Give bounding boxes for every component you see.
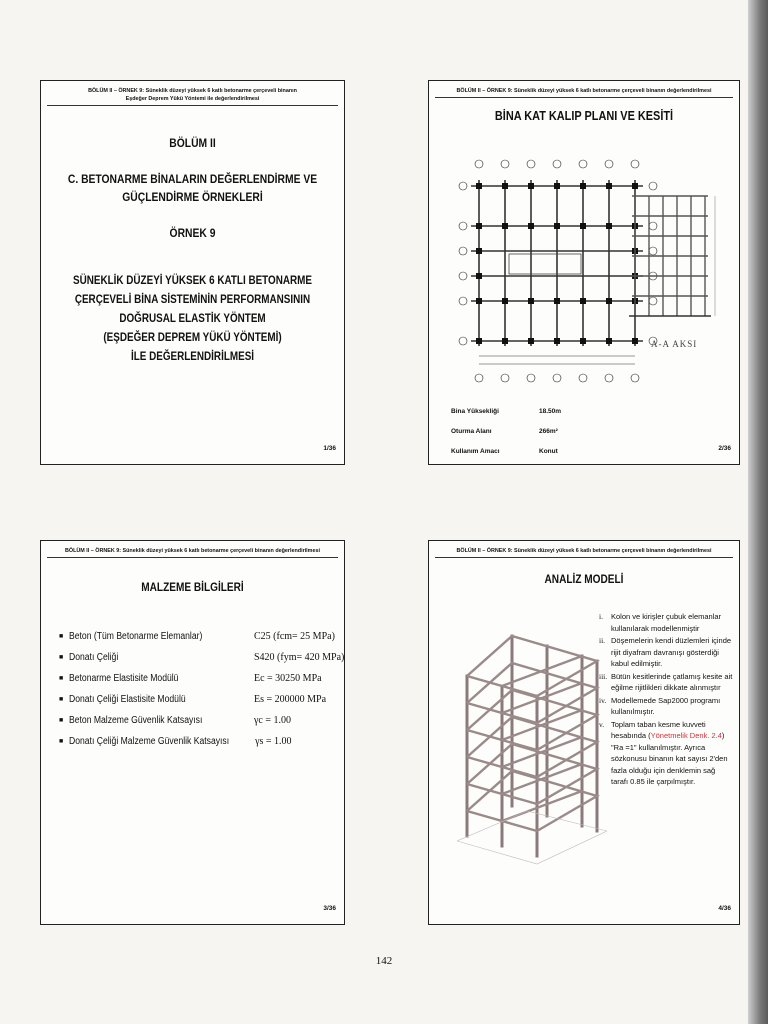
bullet-icon: ■ [59,696,64,703]
material-value: C25 (fcm= 25 MPa) [254,631,335,642]
bullet-icon: ■ [59,738,64,745]
info-row [451,441,561,461]
list-item [59,668,344,689]
info-value: Konut [539,447,558,455]
analysis-list [599,611,733,789]
description-line: İLE DEĞERLENDİRİLMESİ [130,351,255,363]
material-label: Betonarme Elastisite Modülü [69,673,179,684]
slide-number: 4/36 [718,905,731,912]
info-row [451,401,561,421]
list-item [59,710,344,731]
info-value: 266m² [539,427,558,435]
material-list [59,626,344,752]
item-number: iv. [599,695,607,705]
list-item [59,647,344,668]
section-title [62,170,323,206]
section-title-line-2: GÜÇLENDİRME ÖRNEKLERİ [122,190,263,204]
item-text: Döşemelerin kendi düzlemleri içinde rijit diyafram davranışı gösterdiği kabul edilmiştir. [611,636,732,668]
item-text-part: ) "Ra =1" kullanılmıştır. Ayrıca sözkonusu binanın kat sayısı 2'den fazla olduğu için denklemin sağ tarafı 0.85 ile çarpılmıştır. [611,731,728,786]
slide-number: 2/36 [718,445,731,452]
list-item [599,635,733,670]
list-item [599,671,733,694]
slide-header: BÖLÜM II – ÖRNEK 9: Süneklik düzeyi yüksek 6 katlı betonarme çerçeveli binanın değerlendirilmesi [47,541,338,558]
item-text: Kolon ve kirişler çubuk elemanlar kullanılarak modellenmiştir [611,612,722,633]
section-label: A-A AKSI [651,339,698,349]
item-text: Bütün kesitlerinde çatlamış kesite ait eğilme rijitlikleri dikkate alınmıştır [611,671,733,692]
slide-title: BİNA KAT KALIP PLANI VE KESİTİ [494,108,674,123]
slide-header [47,81,338,106]
item-text [611,719,733,788]
description-line: ÇERÇEVELİ BİNA SİSTEMİNİN PERFORMANSININ [74,294,311,306]
item-number: i. [599,612,603,621]
list-item [59,689,344,710]
header-line-2: Eşdeğer Deprem Yükü Yöntemi ile değerlendirilmesi [125,96,260,102]
material-label: Beton (Tüm Betonarme Elemanlar) [69,631,203,642]
material-value: Ec = 30250 MPa [254,673,322,684]
material-label: Donatı Çeliği Malzeme Güvenlik Katsayısı [68,736,229,747]
material-label: Donatı Çeliği Elastisite Modülü [69,694,186,705]
material-value: S420 (fym= 420 MPa) [254,652,345,663]
regulation-reference: Yönetmelik Denk. 2.4 [650,731,722,740]
list-item [59,731,344,752]
slide-header: BÖLÜM II – ÖRNEK 9: Süneklik düzeyi yüksek 6 katlı betonarme çerçeveli binanın değerlendirilmesi [435,541,733,558]
slide-4 [428,540,740,925]
example-title: ÖRNEK 9 [169,226,216,240]
description-line: (EŞDEĞER DEPREM YÜKÜ YÖNTEMİ) [103,332,282,344]
item-number: iii. [599,671,608,681]
item-text: Modellemede Sap2000 programı kullanılmıştır. [611,695,721,716]
example-description [62,272,323,367]
slide-title: MALZEME BİLGİLERİ [141,580,244,594]
material-label: Beton Malzeme Güvenlik Katsayısı [69,715,203,726]
slide-number: 3/36 [323,905,336,912]
bullet-icon: ■ [59,654,64,661]
material-value: Es = 200000 MPa [254,694,327,705]
list-item [599,611,733,634]
description-line: DOĞRUSAL ELASTİK YÖNTEM [119,313,266,325]
header-line-1: BÖLÜM II – ÖRNEK 9: Süneklik düzeyi yüksek 6 katlı betonarme çerçeveli binanın [88,88,297,94]
bullet-icon: ■ [59,675,64,682]
item-number: ii. [599,636,606,645]
list-item [599,695,733,718]
slide-header: BÖLÜM II – ÖRNEK 9: Süneklik düzeyi yüksek 6 katlı betonarme çerçeveli binanın değerlendirilmesi [435,81,733,98]
section-title-line-1: C. BETONARME BİNALARIN DEĞERLENDİRME VE [67,172,318,186]
info-key: Oturma Alanı [451,427,492,435]
section-drawing [629,186,724,346]
item-number: v. [599,719,605,729]
slide-title: ANALİZ MODELİ [544,572,624,586]
material-value: γs = 1.00 [255,736,292,747]
list-item [59,626,344,647]
slide-3 [40,540,345,925]
item-text-part: Toplam taban kesme kuvveti hesabında ( [611,719,706,740]
bullet-icon: ■ [59,717,64,724]
material-value: γc = 1.00 [254,715,291,726]
info-key: Kullanım Amacı [451,447,500,455]
slide-number: 1/36 [323,445,336,452]
slide-2 [428,80,740,465]
title-block [62,136,323,367]
info-value: 18.50m [539,407,562,415]
building-info [451,401,561,461]
page-number: 142 [375,955,393,967]
book-gutter-shadow [748,0,768,1024]
chapter-title: BÖLÜM II [169,136,216,150]
info-row [451,421,561,441]
3d-frame-model [457,616,607,866]
description-line: SÜNEKLİK DÜZEYİ YÜKSEK 6 KATLI BETONARME [72,275,313,287]
slide-1 [40,80,345,465]
info-key: Bina Yüksekliği [451,407,499,415]
list-item [599,719,733,788]
material-label: Donatı Çeliği [69,652,119,663]
bullet-icon: ■ [59,633,64,640]
